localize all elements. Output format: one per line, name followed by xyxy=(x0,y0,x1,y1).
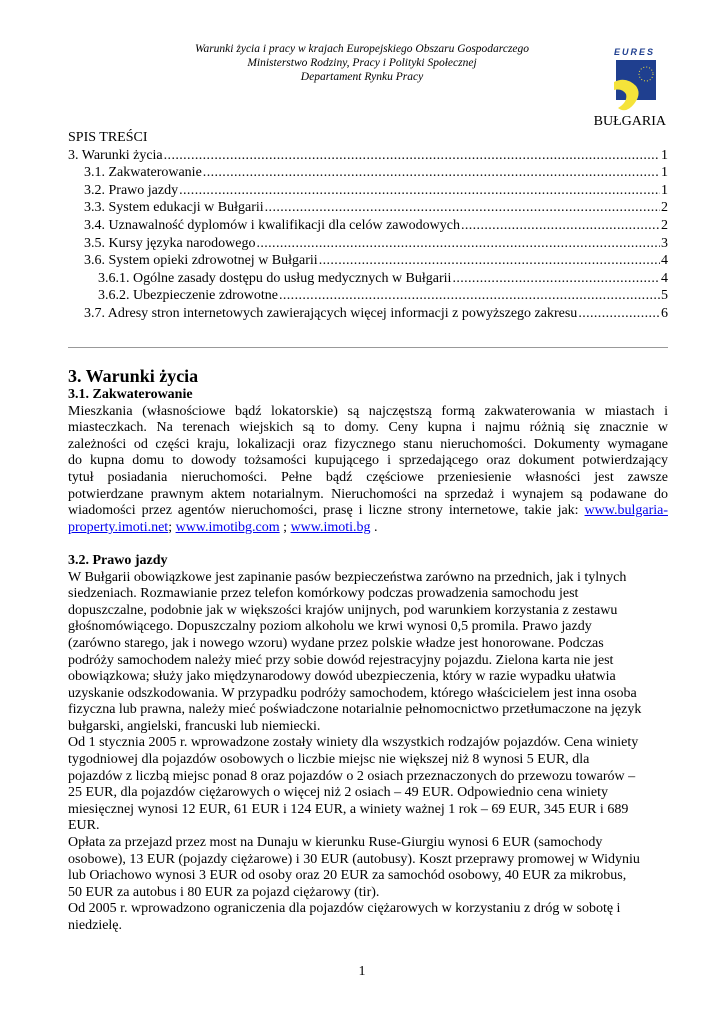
toc-entry-page: 1 xyxy=(661,147,668,163)
website-link[interactable]: www.imotibg.com xyxy=(175,519,280,535)
toc-entry[interactable] xyxy=(68,235,668,253)
toc-leader xyxy=(203,164,660,182)
text-line: EUR. xyxy=(68,818,100,834)
toc-entry[interactable] xyxy=(68,305,668,323)
toc-entry-label: 3.6.1. Ogólne zasady dostępu do usług medycznych w Bułgarii xyxy=(98,270,452,286)
text-line: siedzeniach. Rozmawianie przez telefon komórkowy podczas prowadzenia samochodu jest xyxy=(68,586,579,602)
text-line: (zarówno starego, jak i nowego wzoru) wydane przez polskie władze jest honorowane. Podczas xyxy=(68,635,604,651)
text-line: głośnomówiącego. Dopuszczalny poziom alkoholu we krwi wynosi 0,5 promila. Prawo jazdy xyxy=(68,619,592,635)
toc-entry-label: 3.2. Prawo jazdy xyxy=(84,182,179,198)
text-segment: ; xyxy=(279,519,291,535)
toc-entry-page: 2 xyxy=(661,217,668,233)
toc-entry[interactable] xyxy=(68,217,668,235)
toc-entry-page: 2 xyxy=(661,200,668,216)
website-link[interactable]: www.bulgaria- xyxy=(584,503,668,519)
table-of-contents xyxy=(68,129,668,323)
divider xyxy=(68,347,668,348)
text-line: tygodniowej dla pojazdów osobowych o liczbie miejsc nie większej niż 8 wynosi 5 EUR, dla xyxy=(68,752,590,768)
toc-leader xyxy=(578,305,660,323)
toc-entry-page: 3 xyxy=(661,235,668,251)
text-segment: zależności od części kraju, lokalizacji oraz fizycznego stanu nieruchomości. Dokumenty wymagane xyxy=(68,436,668,452)
toc-entry-page: 6 xyxy=(661,305,668,321)
website-link[interactable]: www.imoti.bg xyxy=(290,519,371,535)
text-line xyxy=(68,520,668,537)
text-line xyxy=(68,404,668,421)
toc-entry[interactable] xyxy=(68,199,668,217)
text-line: W Bułgarii obowiązkowe jest zapinanie pasów bezpieczeństwa zarówno na przednich, jak i tylnych xyxy=(68,569,627,585)
text-line xyxy=(68,503,668,520)
svg-text:EURES: EURES xyxy=(614,47,656,57)
toc-entry[interactable] xyxy=(68,287,668,305)
paragraph-zakwaterowanie xyxy=(68,404,668,537)
text-line: 50 EUR za autobus i 80 EUR za pojazd ciężarowy (tir). xyxy=(68,884,380,900)
text-line: fizyczna lub prawna, należy mieć poświadczone notarialnie pełnomocnictwo przetłumaczone na język xyxy=(68,702,642,718)
toc-entry-page: 1 xyxy=(661,165,668,181)
text-line: bułgarski, angielski, francuski lub niemiecki. xyxy=(68,718,321,734)
toc-title: SPIS TREŚCI xyxy=(68,130,148,145)
toc-entry-label: 3.6. System opieki zdrowotnej w Bułgarii xyxy=(84,253,318,269)
text-line: niedzielę. xyxy=(68,918,123,933)
toc-entry-label: 3.5. Kursy języka narodowego xyxy=(84,235,256,251)
text-line: lub Oriachowo wynosi 3 EUR od osoby oraz 20 EUR za samochód osobowy, 40 EUR za mikrobus, xyxy=(68,868,627,884)
header-ministry: Ministerstwo Rodziny, Pracy i Polityki Społecznej xyxy=(247,57,477,69)
text-line: obowiązkowa; służy jako międzynarodowy dowód ubezpieczenia, który w razie wypadku ułatwia xyxy=(68,669,616,685)
toc-entry[interactable] xyxy=(68,270,668,288)
text-line: miesięcznej wynosi 12 EUR, 61 EUR i 124 EUR, a winiety ważnej 1 rok – 69 EUR, 345 EUR i 689 xyxy=(68,801,629,817)
toc-leader xyxy=(279,287,660,305)
toc-leader xyxy=(461,217,660,235)
toc-entry-label: 3.3. System edukacji w Bułgarii xyxy=(84,200,264,216)
text-segment: tytuł posiadania nieruchomości. Pełne bądź częściowe przeniesienie własności jest zawsze xyxy=(68,469,668,485)
subsection-title-zakwaterowanie: 3.1. Zakwaterowanie xyxy=(68,387,193,402)
toc-list xyxy=(68,147,668,323)
toc-entry-label: 3.6.2. Ubezpieczenie zdrowotne xyxy=(98,288,278,304)
toc-entry-label: 3.1. Zakwaterowanie xyxy=(84,165,202,181)
text-line: pojazdów z liczbą miejsc ponad 8 oraz pojazdów o 2 osiach przeznaczonych do przewozu towarów – xyxy=(68,768,636,784)
text-line: Od 2005 r. wprowadzono ograniczenia dla pojazdów ciężarowych w korzystaniu z dróg w sobotę i xyxy=(68,901,621,917)
text-line: Opłata za przejazd przez most na Dunaju w kierunku Ruse-Giurgiu wynosi 6 EUR (samochody xyxy=(68,835,603,851)
toc-entry-label: 3.4. Uznawalność dyplomów i kwalifikacji dla celów zawodowych xyxy=(84,217,460,233)
text-line: podróży samochodem należy mieć przy sobie dowód rejestracyjny pojazdu. Zielona karta nie jest xyxy=(68,652,614,668)
text-segment: Mieszkania (własnościowe bądź lokatorskie) są najczęstszą formą zakwaterowania w miastach i xyxy=(68,403,668,419)
text-line xyxy=(68,470,668,487)
header-title: Warunki życia i pracy w krajach Europejskiego Obszaru Gospodarczego xyxy=(194,43,530,55)
text-line xyxy=(68,453,668,470)
text-segment: . xyxy=(370,519,378,535)
text-segment: wiadomości przez agentów nieruchomości, prasę i liczne strony internetowe, takie jak: xyxy=(68,503,585,519)
toc-entry[interactable] xyxy=(68,147,668,165)
text-line: dopuszczalne, podobnie jak w większości krajów unijnych, pod warunkiem korzystania z zestawu xyxy=(68,602,618,618)
text-segment: potwierdzane prawnym aktem notarialnym. Nieruchomości na sprzedaż i wynajem są podawane do xyxy=(68,486,668,502)
toc-leader xyxy=(179,182,660,200)
toc-entry[interactable] xyxy=(68,182,668,200)
toc-entry-page: 4 xyxy=(661,253,668,269)
website-link[interactable]: property.imoti.net xyxy=(68,519,169,535)
subsection-title-prawo-jazdy: 3.2. Prawo jazdy xyxy=(68,552,168,568)
toc-leader xyxy=(452,270,660,288)
header-department: Departament Rynku Pracy xyxy=(300,71,424,83)
eures-logo xyxy=(612,46,658,120)
toc-leader xyxy=(256,235,660,253)
toc-entry-page: 4 xyxy=(661,270,668,286)
page-number: 1 xyxy=(358,964,366,979)
toc-entry-label: 3.7. Adresy stron internetowych zawierających więcej informacji z powyższego zakresu xyxy=(84,305,578,321)
toc-entry[interactable] xyxy=(68,252,668,270)
text-line xyxy=(68,420,668,437)
toc-leader xyxy=(319,252,660,270)
text-segment: miasteczkach. Na terenach wiejskich są to domy. Ceny kupna i najmu różnią się znacznie w xyxy=(68,420,668,436)
toc-leader xyxy=(164,147,660,165)
paragraph-prawo-jazdy xyxy=(68,570,668,935)
toc-entry-page: 1 xyxy=(661,182,668,198)
toc-entry-label: 3. Warunki życia xyxy=(68,147,163,163)
text-line: osobowe), 13 EUR (pojazdy ciężarowe) i 30 EUR (autobusy). Koszt przeprawy promowej w Widyniu xyxy=(68,851,640,867)
text-line xyxy=(68,487,668,504)
country-label: BUŁGARIA xyxy=(593,114,666,129)
text-line: uzyskanie odszkodowania. W przypadku podróży samochodem, którego właścicielem jest inna osoba xyxy=(68,685,637,701)
text-segment: do kupna domu to dowody tożsamości kupującego i sprzedającego oraz dokument potwierdzający xyxy=(68,453,668,469)
toc-entry[interactable] xyxy=(68,164,668,182)
toc-entry-page: 5 xyxy=(661,288,668,304)
text-line: 25 EUR, dla pojazdów ciężarowych o więcej niż 2 osiach – 49 EUR. Odpowiednio cena winiety xyxy=(68,785,609,801)
text-line: Od 1 stycznia 2005 r. wprowadzone zostały winiety dla wszystkich rodzajów pojazdów. Cena winiety xyxy=(68,735,639,751)
main-content xyxy=(68,366,668,935)
section-title: 3. Warunki życia xyxy=(68,366,199,386)
toc-leader xyxy=(265,199,660,217)
text-segment: ; xyxy=(168,519,176,535)
text-line xyxy=(68,437,668,454)
